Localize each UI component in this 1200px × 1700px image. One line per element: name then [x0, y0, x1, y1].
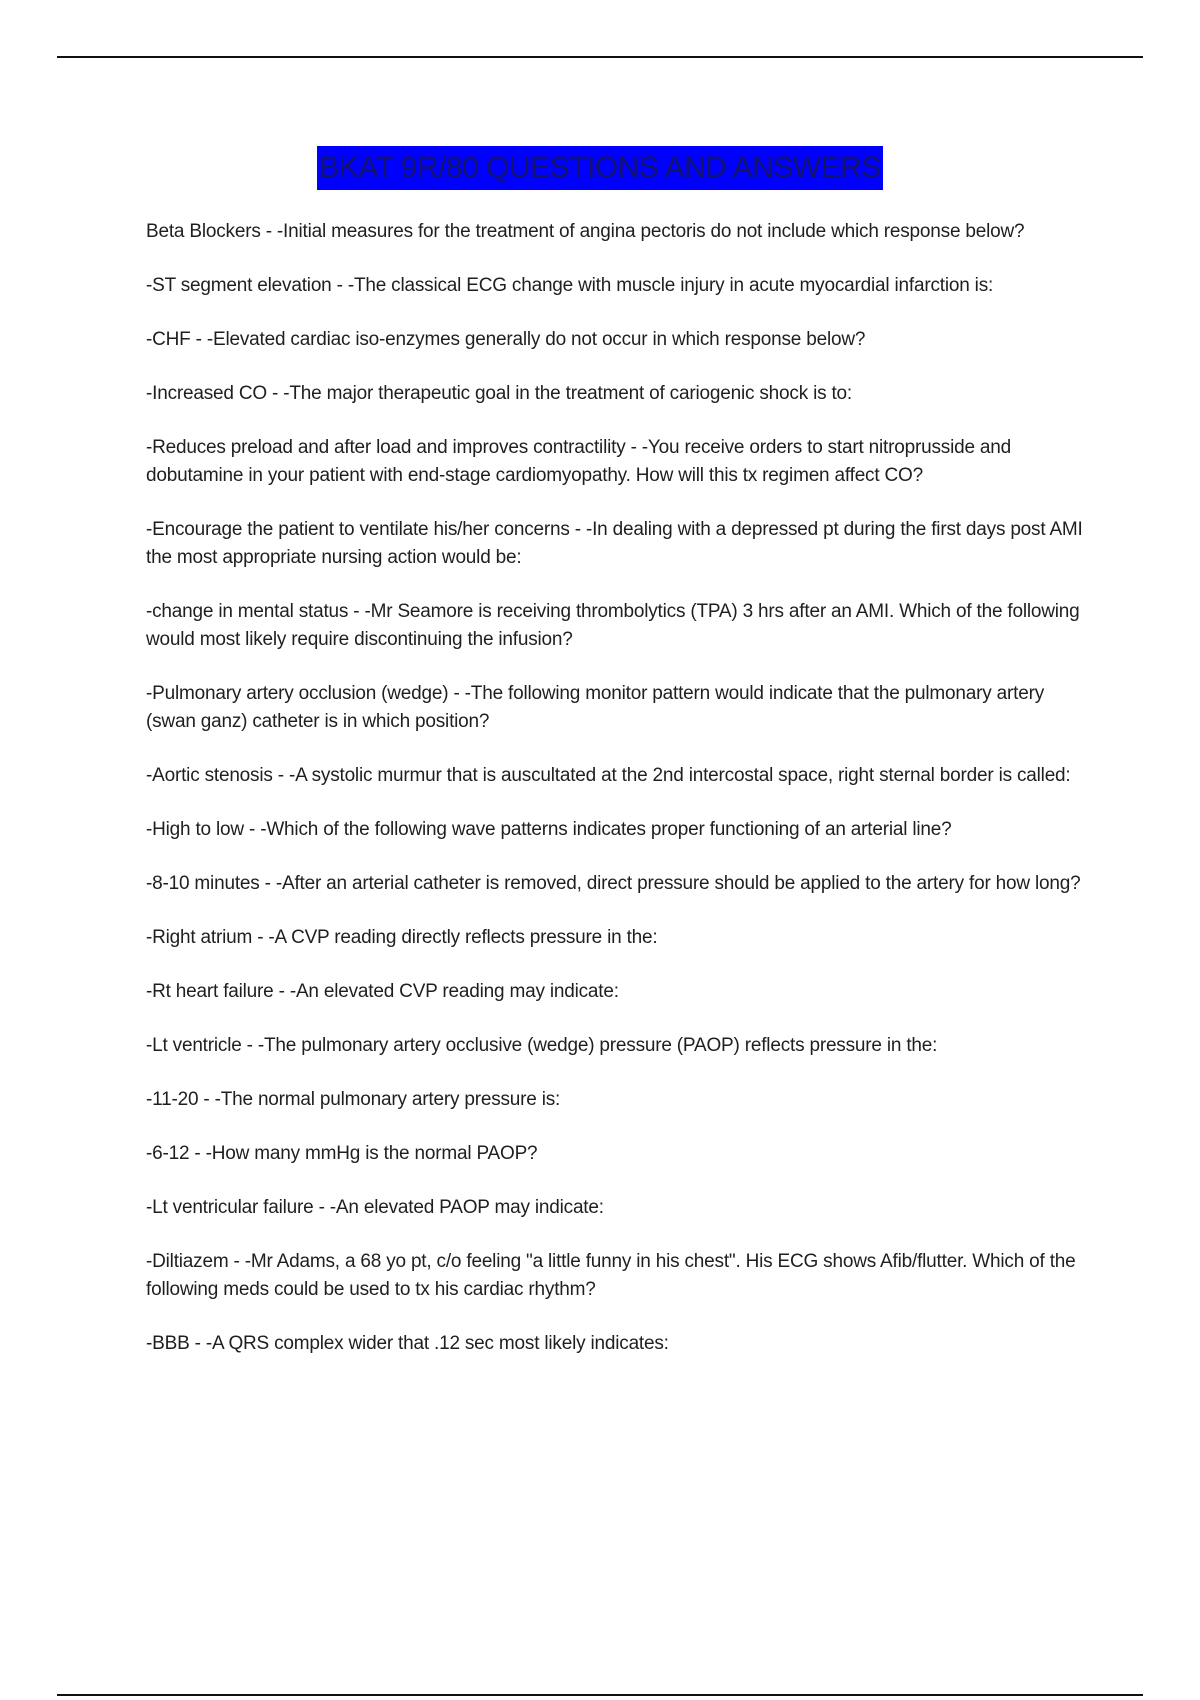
qa-item: -High to low - -Which of the following wave patterns indicates proper functioning of an arterial line?	[146, 819, 952, 840]
qa-item: -Reduces preload and after load and improves contractility - -You receive orders to start nitroprusside and dobutamine in your patient with end-stage cardiomyopathy. How will this tx regimen affect CO?	[146, 437, 1012, 486]
qa-item: -Right atrium - -A CVP reading directly reflects pressure in the:	[146, 927, 658, 948]
qa-item: -Lt ventricular failure - -An elevated PAOP may indicate:	[146, 1197, 604, 1218]
footer-rule	[57, 1694, 1143, 1696]
qa-item: -11-20 - -The normal pulmonary artery pressure is:	[146, 1089, 561, 1110]
qa-item: -Diltiazem - -Mr Adams, a 68 yo pt, c/o feeling "a little funny in his chest". His ECG shows Afib/flutter. Which of the following meds could be used to tx his cardiac rhythm?	[146, 1251, 1076, 1300]
qa-item: -Rt heart failure - -An elevated CVP reading may indicate:	[146, 981, 619, 1002]
qa-item: -8-10 minutes - -After an arterial catheter is removed, direct pressure should be applied to the artery for how long?	[146, 873, 1081, 894]
qa-item: -Pulmonary artery occlusion (wedge) - -The following monitor pattern would indicate that the pulmonary artery (swan ganz) catheter is in which position?	[146, 683, 1045, 732]
qa-item: -BBB - -A QRS complex wider that .12 sec most likely indicates:	[146, 1333, 669, 1354]
qa-item: -change in mental status - -Mr Seamore is receiving thrombolytics (TPA) 3 hrs after an AMI. Which of the following would most likely require discontinuing the infusion?	[146, 601, 1080, 650]
qa-list	[146, 218, 1086, 1384]
qa-item: -6-12 - -How many mmHg is the normal PAOP?	[146, 1143, 538, 1164]
document-title: BKAT 9R/80 QUESTIONS AND ANSWERS	[317, 146, 882, 190]
qa-item: -Aortic stenosis - -A systolic murmur that is auscultated at the 2nd intercostal space, right sternal border is called:	[146, 765, 1071, 786]
header-rule	[57, 56, 1143, 58]
title-block	[0, 146, 1200, 190]
qa-item: -Increased CO - -The major therapeutic goal in the treatment of cariogenic shock is to:	[146, 383, 852, 404]
qa-item: -Encourage the patient to ventilate his/her concerns - -In dealing with a depressed pt during the first days post AMI the most appropriate nursing action would be:	[146, 519, 1083, 568]
qa-item: Beta Blockers - -Initial measures for the treatment of angina pectoris do not include which response below?	[146, 221, 1025, 242]
qa-item: -CHF - -Elevated cardiac iso-enzymes generally do not occur in which response below?	[146, 329, 866, 350]
qa-item: -Lt ventricle - -The pulmonary artery occlusive (wedge) pressure (PAOP) reflects pressure in the:	[146, 1035, 938, 1056]
qa-item: -ST segment elevation - -The classical ECG change with muscle injury in acute myocardial infarction is:	[146, 275, 994, 296]
